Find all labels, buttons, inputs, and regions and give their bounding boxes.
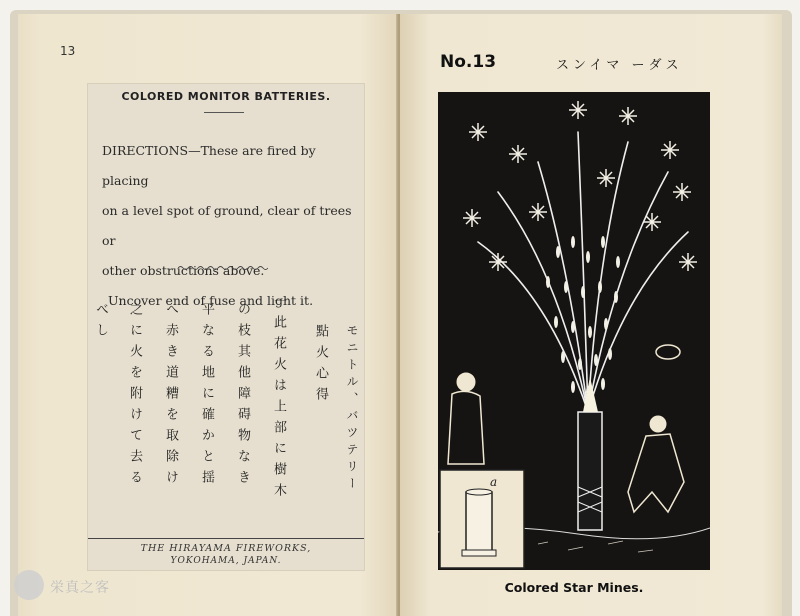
jp-column-6: べし [93, 302, 108, 344]
watermark-text: 栄真之客 [50, 580, 110, 596]
star-mine-drawing [438, 92, 710, 570]
directions-line-4: Uncover end of fuse and light it. [108, 293, 314, 308]
footer-rule [88, 538, 364, 539]
plate-caption: Colored Star Mines. [504, 580, 644, 595]
inset-label: a [490, 475, 498, 489]
directions-line-1: DIRECTIONS—These are fired by placing [102, 143, 316, 188]
page-number: 13 [60, 44, 76, 58]
title-rule [204, 112, 244, 113]
jp-column-5: 之に火を附けて去る [127, 302, 142, 491]
fireworks-illustration [438, 92, 710, 570]
jp-column-product: モニトル、バツテリー [345, 324, 359, 494]
wavy-divider [178, 265, 268, 271]
directions-text [102, 136, 364, 316]
publisher-location: YOKOHAMA, JAPAN. [170, 556, 282, 566]
jp-column-4: へ赤き道糟を取除け [163, 302, 178, 491]
publisher-name: THE HIRAYAMA FIREWORKS, [140, 543, 312, 554]
directions-line-2: on a level spot of ground, clear of trees or [102, 203, 352, 248]
jp-column-heading: 點火心得 [313, 324, 328, 408]
jp-column-2: の枝其他障碍物なき [235, 302, 250, 491]
plate-japanese-title: スンイマ ーダス [556, 58, 683, 73]
jp-column-3: 平なる地に確かと揺 [199, 302, 214, 491]
instruction-clipping [88, 84, 364, 570]
plate-number: No.13 [440, 52, 497, 72]
clipping-title: COLORED MONITOR BATTERIES. [121, 90, 331, 103]
watermark-logo-icon [14, 570, 44, 600]
directions-line-3: other obstructions above. [102, 263, 265, 278]
jp-column-1: 一此花火は上部に樹木 [271, 294, 286, 504]
